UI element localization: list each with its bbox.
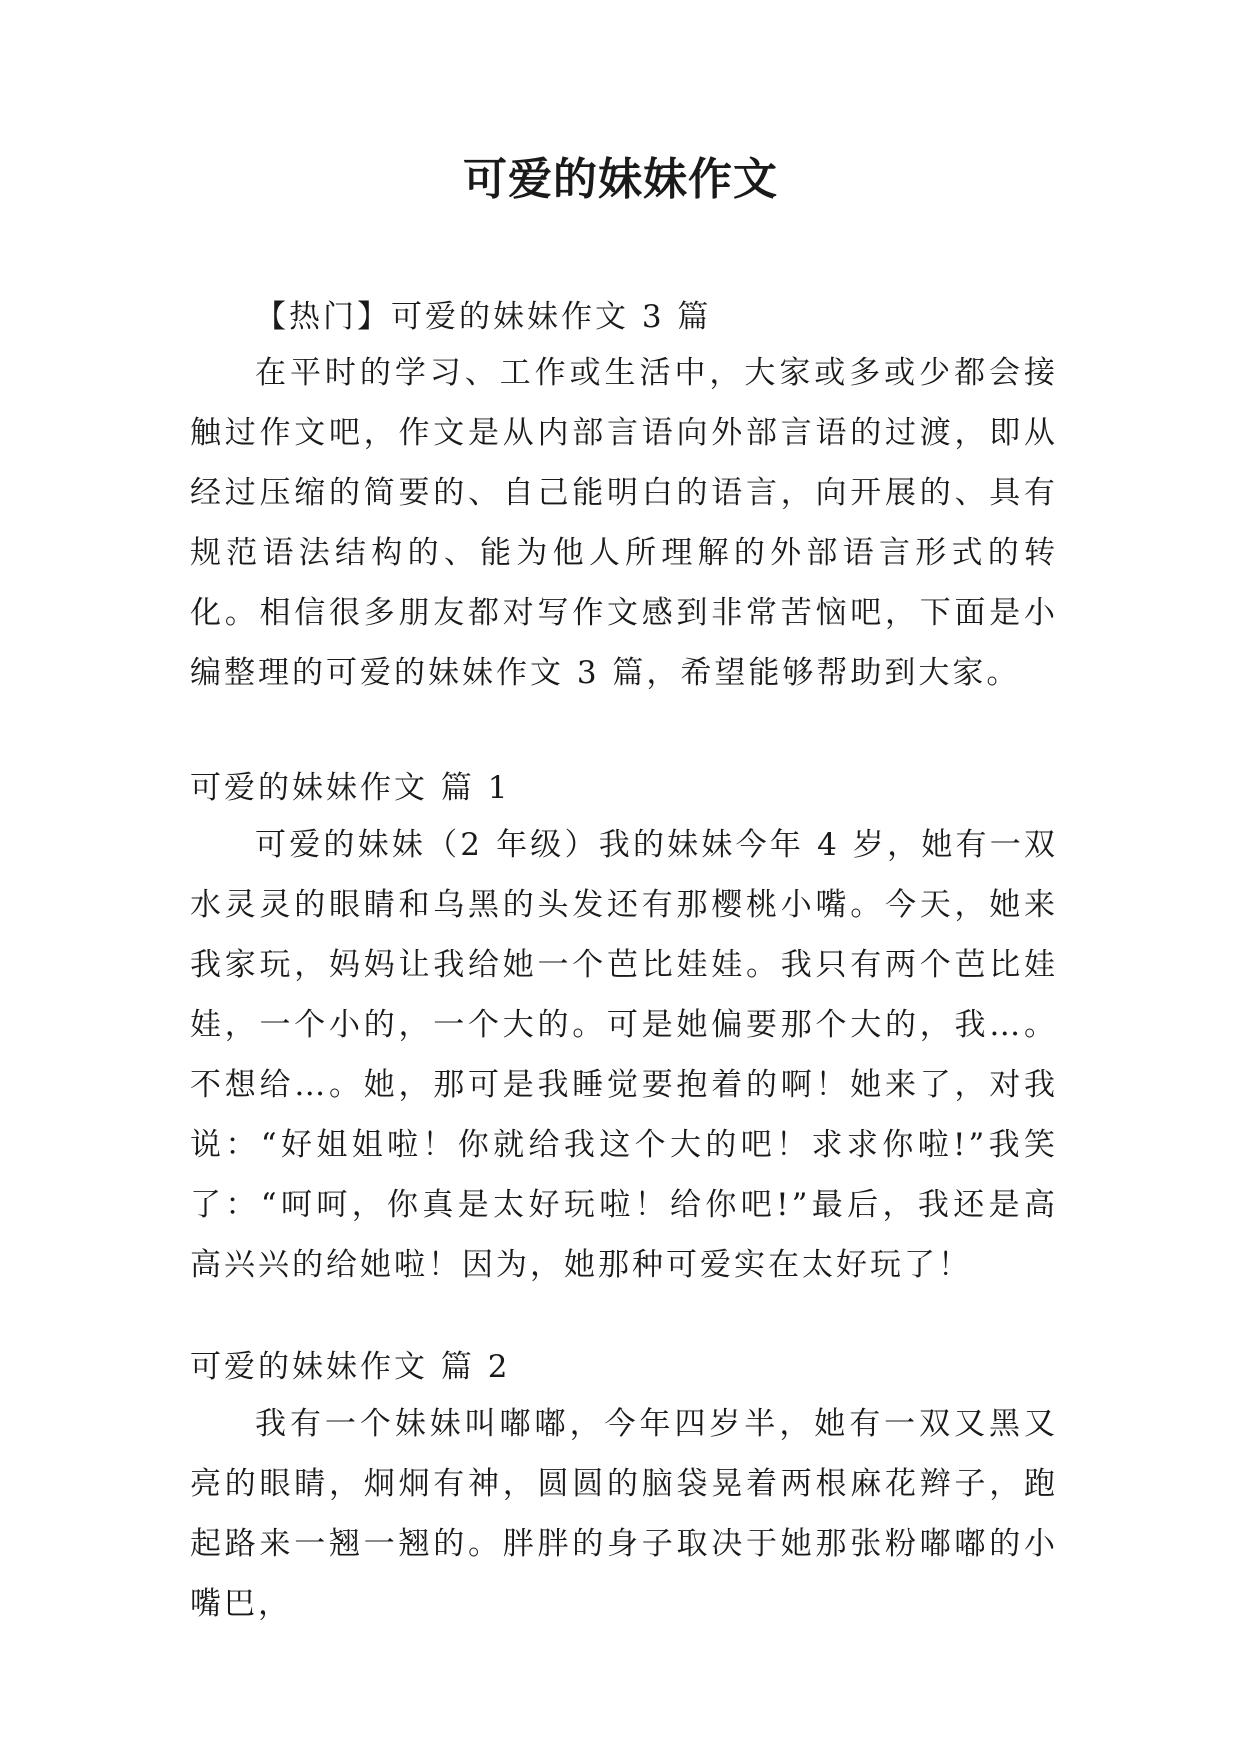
intro-title: 【热门】可爱的妹妹作文 3 篇 xyxy=(255,299,712,335)
document-title: 可爱的妹妹作文 xyxy=(463,154,778,205)
section-paragraph-1: 可爱的妹妹（2 年级）我的妹妹今年 4 岁，她有一双水灵灵的眼睛和乌黑的头发还有那樱桃小嘴。今天，她来我家玩，妈妈让我给她一个芭比娃娃。我只有两个芭比娃娃，一个小的，一个大的。可是她偏要那个大的，我…。不想给…。她，那可是我睡觉要抱着的啊！她来了，对我说：“好姐姐啦！你就给我这个大的吧！求求你啦!”我笑了：“呵呵，你真是太好玩啦！给你吧!”最后，我还是高高兴兴的给她啦！因为，她那种可爱实在太好玩了！ xyxy=(190,827,1058,1283)
section-heading-1: 可爱的妹妹作文 篇 1 xyxy=(190,770,511,806)
section-heading-2: 可爱的妹妹作文 篇 2 xyxy=(190,1349,511,1385)
section-paragraph-2: 我有一个妹妹叫嘟嘟，今年四岁半，她有一双又黑又亮的眼睛，炯炯有神，圆圆的脑袋晃着两根麻花辫子，跑起路来一翘一翘的。胖胖的身子取决于她那张粉嘟嘟的小嘴巴， xyxy=(190,1406,1058,1622)
intro-paragraph: 在平时的学习、工作或生活中，大家或多或少都会接触过作文吧，作文是从内部言语向外部言语的过渡，即从经过压缩的简要的、自己能明白的语言，向开展的、具有规范语法结构的、能为他人所理解的外部语言形式的转化。相信很多朋友都对写作文感到非常苦恼吧，下面是小编整理的可爱的妹妹作文 3 篇，希望能够帮助到大家。 xyxy=(190,355,1058,691)
